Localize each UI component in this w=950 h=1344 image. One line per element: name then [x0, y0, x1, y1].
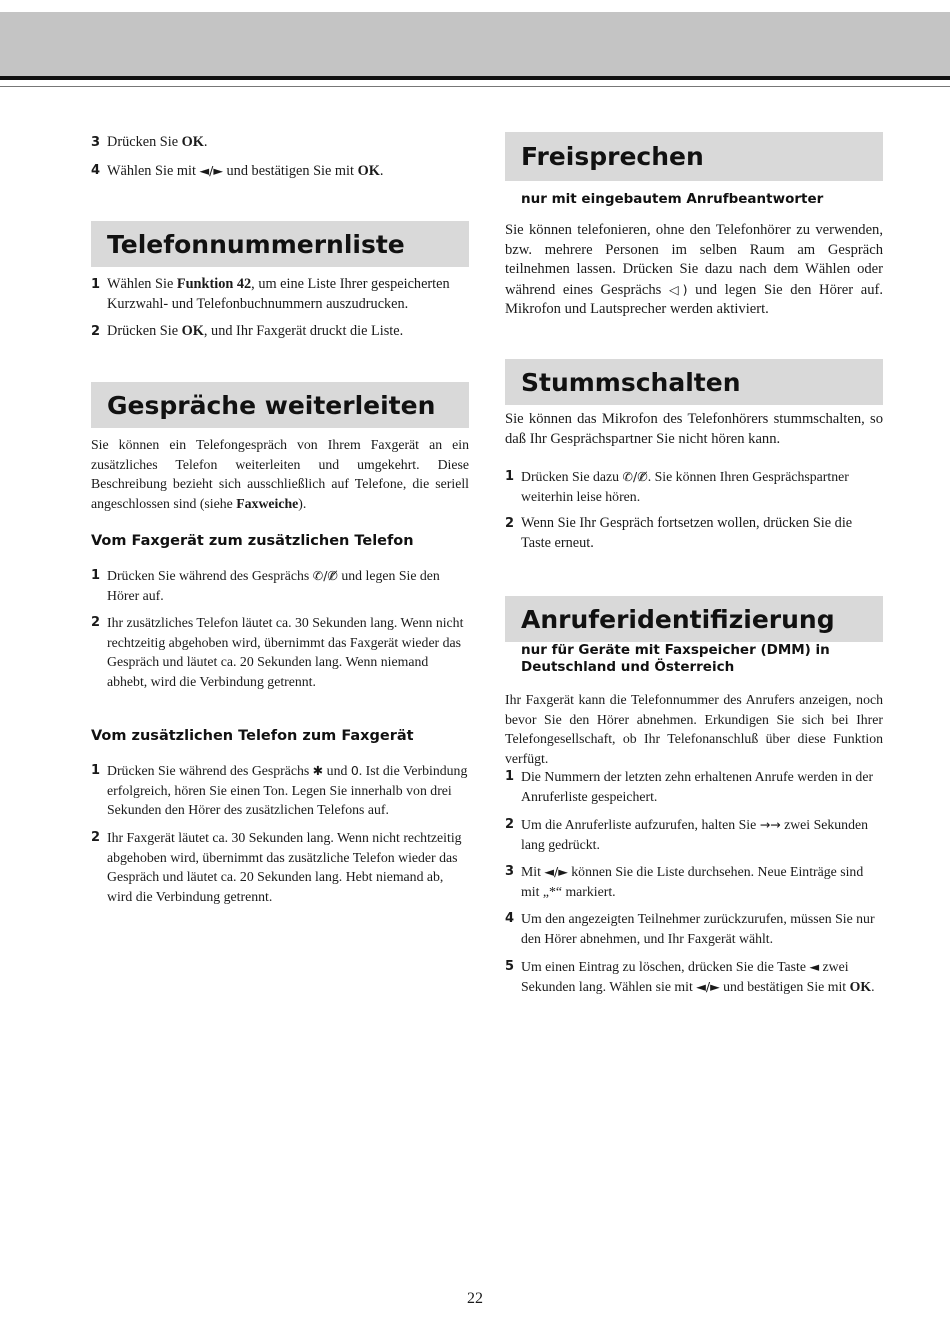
- handset-mute-icon: ✆/✆̸: [312, 568, 338, 583]
- ok-key-label: OK: [849, 978, 872, 994]
- function-label: Funktion 42: [176, 276, 252, 292]
- freisprechen-paragraph: [505, 221, 883, 320]
- step-text: Drücken Sie während des Gesprächs: [107, 763, 313, 778]
- step-number: 1: [91, 763, 101, 778]
- star-key-icon: ✱: [312, 763, 324, 778]
- stummschalten-paragraph: Sie können das Mikrofon des Telefonhörers stummschalten, so daß Ihr Gesprächspartner Sie nicht hören kann.: [505, 411, 883, 447]
- ok-key-label: OK: [181, 323, 204, 339]
- step-number: 3: [505, 864, 515, 879]
- step-text: zwei Sekunden lang. Wählen sie mit: [521, 959, 849, 994]
- list-item: [505, 767, 883, 806]
- section-note: nur mit eingebautem Anrufbeantworter: [521, 191, 824, 207]
- speaker-icon: ◁): [669, 281, 688, 297]
- anrufer-paragraph: Ihr Faxgerät kann die Telefonnummer des Anrufers anzeigen, noch bevor Sie den Hörer abnehmen. Erkundigen Sie sich bei Ihrer Telefongesellschaft, ob Ihr Telefonanschluß über diese Funktion verfügt.: [505, 692, 883, 766]
- step-text: und legen Sie den Hörer auf.: [107, 568, 440, 603]
- list-item: [91, 613, 469, 691]
- header-thin-rule: [0, 86, 950, 87]
- arrow-left-right-icon: ◄/►: [696, 978, 720, 994]
- list-item: [91, 828, 469, 906]
- step-number: 3: [91, 135, 101, 150]
- header-rule: [0, 76, 950, 80]
- list-item: [91, 275, 469, 314]
- step-number: 4: [91, 163, 101, 178]
- paragraph-text: Sie können telefonieren, ohne den Telefonhörer zu verwenden, bzw. mehrere Personen im selben Raum am Gespräch teilnehmen lassen. Drücken Sie dazu nach dem Wählen oder während eines Gesprächs: [505, 222, 883, 298]
- list-item: [505, 514, 883, 553]
- step-text: .: [379, 163, 384, 179]
- section-heading-anruferidentifizierung: Anruferidentifizierung: [505, 596, 883, 642]
- section-heading-weiterleiten: Gespräche weiterleiten: [91, 382, 469, 428]
- step-text: und bestätigen Sie mit: [222, 163, 358, 179]
- step-text: und bestätigen Sie mit: [719, 978, 850, 994]
- arrow-left-icon: ◄: [809, 959, 820, 974]
- step-text: Drücken Sie: [107, 134, 182, 150]
- step-text: Wenn Sie Ihr Gespräch fortsetzen wollen, drücken Sie die Taste erneut.: [521, 515, 853, 551]
- step-number: 1: [505, 769, 515, 784]
- step-text: und: [323, 763, 351, 778]
- step-text: Drücken Sie dazu: [521, 469, 623, 484]
- section-heading-stummschalten: Stummschalten: [505, 359, 883, 405]
- step-text: Wählen Sie: [107, 276, 177, 292]
- step-text: Wählen Sie mit: [107, 163, 200, 179]
- list-item: [91, 133, 469, 153]
- list-item: [505, 957, 883, 996]
- paragraph-text: Sie können ein Telefongespräch von Ihrem Faxgerät an ein zusätzliches Telefon weiterleiten und umgekehrt. Diese Beschreibung bezieht sich ausschließlich auf Telefone, die seriell angeschlossen sind (siehe: [91, 437, 469, 511]
- list-item: [91, 761, 469, 820]
- list-item: [91, 322, 469, 342]
- step-text: Drücken Sie während des Gesprächs: [107, 568, 313, 583]
- step-text: Um die Anruferliste aufzurufen, halten Sie: [521, 817, 760, 832]
- ok-key-label: OK: [181, 134, 204, 150]
- step-number: 2: [505, 516, 515, 531]
- section-heading-telefonnummernliste: Telefonnummernliste: [91, 221, 469, 267]
- step-number: 2: [505, 817, 515, 832]
- page-number: 22: [467, 1290, 483, 1307]
- step-number: 1: [91, 568, 101, 583]
- step-text: zwei Sekunden lang gedrückt.: [521, 817, 868, 852]
- arrow-left-right-icon: ◄/►: [199, 163, 223, 178]
- step-number: 5: [505, 959, 515, 974]
- header-bar: [0, 12, 950, 76]
- paragraph-text: ).: [298, 495, 307, 511]
- ok-key-label: OK: [357, 163, 380, 179]
- step-text: . Sie können Ihren Gesprächspartner weiterhin leise hören.: [521, 469, 849, 504]
- double-arrow-icon: →→: [759, 817, 781, 832]
- section-note: nur für Geräte mit Faxspeicher (DMM) in Deutschland und Österreich: [521, 642, 830, 675]
- handset-mute-icon: ✆/✆̸: [622, 469, 648, 484]
- subheading-phone-to-fax: Vom zusätzlichen Telefon zum Faxgerät: [91, 728, 414, 744]
- arrow-left-right-icon: ◄/►: [544, 864, 568, 879]
- paragraph-text: und legen Sie den Hörer auf. Mikrofon und Lautsprecher werden aktiviert.: [505, 281, 884, 317]
- list-item: [505, 815, 883, 854]
- step-number: 1: [91, 277, 101, 292]
- list-item: [91, 566, 469, 605]
- list-item: [505, 862, 883, 901]
- step-number: 2: [91, 615, 101, 630]
- step-text: , um eine Liste Ihrer gespeicherten Kurzwahl- und Telefonbuchnummern auszudrucken.: [107, 276, 450, 312]
- list-item: [505, 909, 883, 948]
- step-number: 1: [505, 469, 515, 484]
- step-number: 2: [91, 324, 101, 339]
- step-text: . Ist die Verbindung erfolgreich, hören Sie einen Ton. Legen Sie innerhalb von drei Sekunden den Hörer des zusätzlichen Telefons auf.: [107, 763, 468, 817]
- step-text: Um einen Eintrag zu löschen, drücken Sie die Taste: [521, 959, 810, 974]
- step-number: 2: [91, 830, 101, 845]
- list-item: [505, 467, 883, 506]
- step-text: können Sie die Liste durchsehen. Neue Einträge sind mit „*“ markiert.: [521, 864, 864, 899]
- step-text: .: [871, 978, 875, 994]
- subheading-fax-to-phone: Vom Faxgerät zum zusätzlichen Telefon: [91, 533, 414, 549]
- zero-key-icon: 0: [350, 763, 359, 778]
- step-text: Drücken Sie: [107, 323, 182, 339]
- step-text: , und Ihr Faxgerät druckt die Liste.: [203, 323, 404, 339]
- step-text: .: [203, 134, 208, 150]
- step-text: Ihr zusätzliches Telefon läutet ca. 30 Sekunden lang. Wenn nicht rechtzeitig abgehoben wird, übernimmt das Faxgerät wieder das Gespräch und läutet ca. 20 Sekunden lang. Wenn niemand abhebt, wird die Verbindung getrennt.: [107, 615, 464, 689]
- step-text: Um den angezeigten Teilnehmer zurückzurufen, müssen Sie nur den Hörer abnehmen, und Ihr Faxgerät wählt.: [521, 911, 875, 946]
- faxweiche-label: Faxweiche: [236, 495, 299, 511]
- intro-paragraph: [91, 435, 469, 513]
- step-text: Die Nummern der letzten zehn erhaltenen Anrufe werden in der Anruferliste gespeichert.: [521, 769, 874, 804]
- list-item: [91, 161, 469, 182]
- step-number: 4: [505, 911, 515, 926]
- section-heading-freisprechen: Freisprechen: [505, 132, 883, 181]
- step-text: Ihr Faxgerät läutet ca. 30 Sekunden lang. Wenn nicht rechtzeitig abgehoben wird, übernimmt das zusätzliche Telefon wieder das Gespräch und läutet ca. 20 Sekunden lang. Hebt niemand ab, wird die Verbindung getrennt.: [107, 830, 462, 904]
- step-text: Mit: [521, 864, 545, 879]
